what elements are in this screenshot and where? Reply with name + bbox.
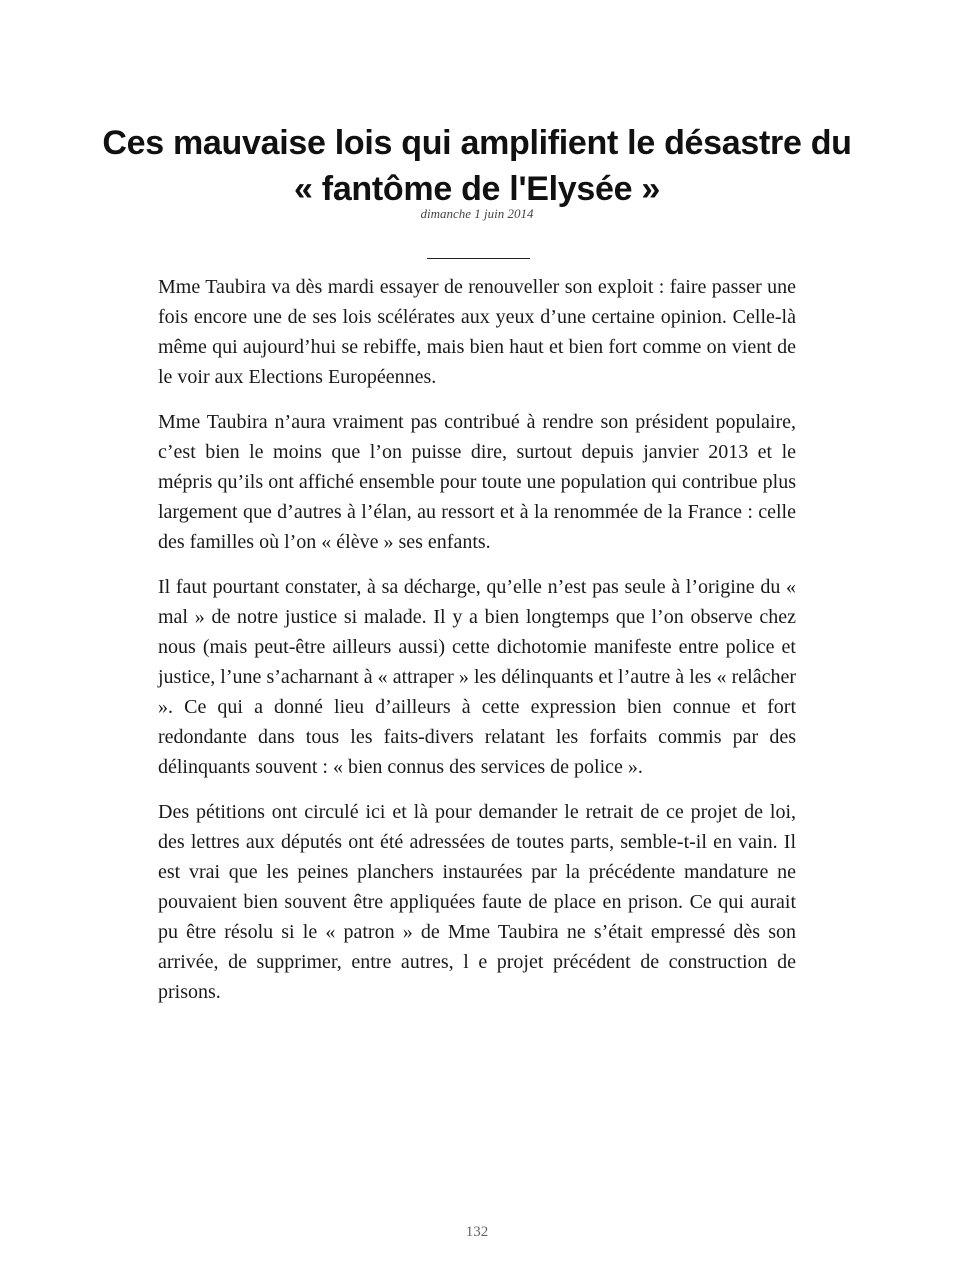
paragraph: Des pétitions ont circulé ici et là pour demander le retrait de ce projet de loi, des lettres aux députés ont été adressées de toutes parts, semble-t-il en vain. Il est vrai que les peines planchers instaurées par la précédente mandature ne pouvaient bien souvent être appliquées faute de place en prison. Ce qui aurait pu être résolu si le « patron » de Mme Taubira ne s’était empressé dès son arrivée, de supprimer, entre autres, l e projet précédent de construction de prisons. [158, 801, 796, 1003]
title-divider [427, 258, 530, 259]
paragraph: Mme Taubira va dès mardi essayer de renouveller son exploit : faire passer une fois encore une de ses lois scélérates aux yeux d’une certaine opinion. Celle-là même qui aujourd’hui se rebiffe, mais bien haut et bien fort comme on vient de le voir aux Elections Européennes. [158, 276, 796, 388]
article-body [158, 272, 796, 1022]
article-title: Ces mauvaise lois qui amplifient le désastre du « fantôme de l'Elysée » [102, 124, 852, 208]
article-date: dimanche 1 juin 2014 [420, 206, 534, 221]
paragraph: Mme Taubira n’aura vraiment pas contribué à rendre son président populaire, c’est bien le moins que l’on puisse dire, surtout depuis janvier 2013 et le mépris qu’ils ont affiché ensemble pour toute une population qui contribue plus largement que d’autres à l’élan, au ressort et à la renommée de la France : celle des familles où l’on « élève » ses enfants. [158, 411, 796, 553]
page-number: 132 [465, 1224, 489, 1240]
paragraph: Il faut pourtant constater, à sa décharge, qu’elle n’est pas seule à l’origine du « mal » de notre justice si malade. Il y a bien longtemps que l’on observe chez nous (mais peut-être ailleurs aussi) cette dichotomie manifeste entre police et justice, l’une s’acharnant à « attraper » les délinquants et l’autre à les « relâcher ». Ce qui a donné lieu d’ailleurs à cette expression bien connue et fort redondante dans tous les faits-divers relatant les forfaits commis par des délinquants souvent : « bien connus des services de police ». [158, 576, 796, 778]
